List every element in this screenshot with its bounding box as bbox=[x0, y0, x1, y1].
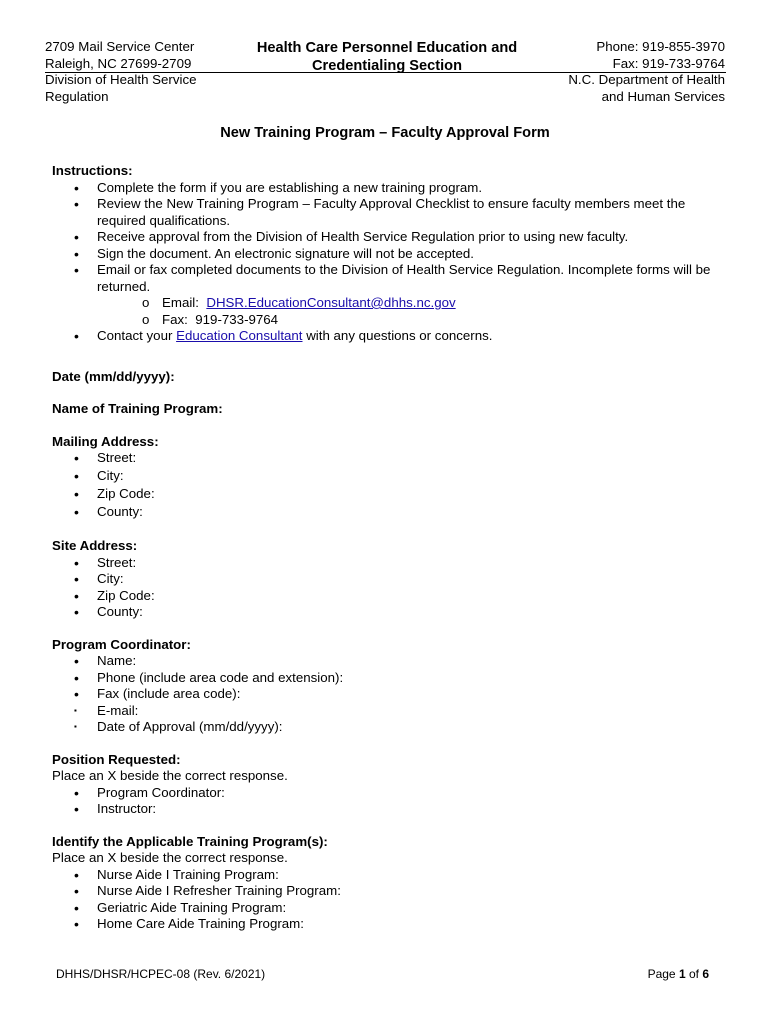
program-coordinator-list bbox=[52, 653, 732, 736]
contact-suffix: with any questions or concerns. bbox=[302, 328, 493, 343]
mailing-zip-field: • Zip Code: bbox=[52, 486, 732, 503]
coordinator-email-field: ▪ E-mail: bbox=[52, 703, 732, 720]
instruction-item bbox=[52, 328, 732, 345]
education-consultant-link[interactable]: Education Consultant bbox=[176, 328, 303, 343]
mailing-county-field: • County: bbox=[52, 504, 732, 521]
phone-line: Phone: 919-855-3970 bbox=[596, 39, 725, 54]
coordinator-approval-date-field: ▪ Date of Approval (mm/dd/yyyy): bbox=[52, 719, 732, 736]
coordinator-name-field: • Name: bbox=[52, 653, 732, 670]
address-line: Raleigh, NC 27699-2709 bbox=[45, 55, 192, 71]
program-option: • Home Care Aide Training Program: bbox=[52, 916, 732, 933]
email-method bbox=[142, 295, 732, 312]
site-address-heading: Site Address: bbox=[52, 538, 138, 553]
program-coordinator-heading: Program Coordinator: bbox=[52, 636, 191, 652]
section-name-line: Credentialing Section bbox=[311, 58, 462, 74]
instruction-text: Email or fax completed documents to the Division of Health Service Regulation. Incomplete forms will be returned. bbox=[97, 262, 711, 294]
training-program-options bbox=[52, 867, 732, 933]
site-city-field: • City: bbox=[52, 571, 732, 588]
position-option-instructor: • Instructor: bbox=[52, 801, 732, 818]
site-address-list bbox=[52, 555, 732, 621]
fax-number: 919-733-9764 bbox=[195, 311, 279, 327]
site-zip-field: • Zip Code: bbox=[52, 588, 732, 605]
section-name bbox=[238, 39, 536, 75]
instructions-heading: Instructions: bbox=[52, 163, 133, 178]
submission-methods bbox=[97, 295, 732, 328]
of-word: of bbox=[685, 967, 703, 981]
instructions-list bbox=[52, 180, 732, 345]
program-option: • Nurse Aide I Training Program: bbox=[52, 867, 732, 884]
mailing-address-heading: Mailing Address: bbox=[52, 433, 159, 449]
training-programs-heading: Identify the Applicable Training Program(s): bbox=[52, 833, 328, 849]
form-title: New Training Program – Faculty Approval Form bbox=[220, 125, 550, 141]
position-note: Place an X beside the correct response. bbox=[52, 768, 288, 783]
instruction-item: • Review the New Training Program – Faculty Approval Checklist to ensure faculty members meet the required qualifications. bbox=[52, 196, 732, 229]
address-line: 2709 Mail Service Center bbox=[45, 39, 195, 54]
mailing-city-field: • City: bbox=[52, 468, 732, 485]
email-label: Email: bbox=[162, 295, 199, 310]
contact-prefix: Contact your bbox=[97, 328, 177, 343]
position-requested-heading: Position Requested: bbox=[52, 751, 181, 767]
page-number bbox=[648, 966, 709, 983]
coordinator-phone-field: • Phone (include area code and extension): bbox=[52, 670, 732, 687]
header-divider bbox=[45, 72, 726, 73]
department-line: and Human Services bbox=[601, 88, 725, 104]
email-link[interactable]: DHSR.EducationConsultant@dhhs.nc.gov bbox=[206, 295, 456, 310]
section-name-line: Health Care Personnel Education and bbox=[256, 40, 518, 56]
department-line: N.C. Department of Health bbox=[568, 72, 725, 87]
form-id: DHHS/DHSR/HCPEC-08 (Rev. 6/2021) bbox=[56, 967, 266, 981]
current-page: 1 bbox=[678, 967, 686, 981]
instruction-item: • Complete the form if you are establishing a new training program. bbox=[52, 180, 732, 197]
training-programs-note: Place an X beside the correct response. bbox=[52, 850, 288, 865]
fax-method bbox=[142, 312, 732, 329]
fax-label: Fax: bbox=[162, 311, 188, 327]
instruction-item: • Sign the document. An electronic signature will not be accepted. bbox=[52, 246, 732, 263]
date-field-label: Date (mm/dd/yyyy): bbox=[52, 368, 175, 384]
fax-line: Fax: 919-733-9764 bbox=[612, 55, 725, 71]
coordinator-fax-field: • Fax (include area code): bbox=[52, 686, 732, 703]
instruction-item bbox=[52, 262, 732, 328]
address-line: Division of Health Service bbox=[45, 72, 197, 87]
site-county-field: • County: bbox=[52, 604, 732, 621]
total-pages: 6 bbox=[702, 967, 709, 981]
instruction-item: • Receive approval from the Division of Health Service Regulation prior to using new faculty. bbox=[52, 229, 732, 246]
address-line: Regulation bbox=[45, 88, 109, 104]
program-name-field-label: Name of Training Program: bbox=[52, 401, 223, 416]
position-option-coordinator: • Program Coordinator: bbox=[52, 785, 732, 802]
program-option: • Geriatric Aide Training Program: bbox=[52, 900, 732, 917]
mailing-address-list bbox=[52, 450, 732, 521]
mailing-street-field: • Street: bbox=[52, 450, 732, 467]
position-options bbox=[52, 785, 732, 818]
form-body bbox=[52, 163, 732, 933]
program-option: • Nurse Aide I Refresher Training Program: bbox=[52, 883, 732, 900]
page-word: Page bbox=[647, 967, 679, 981]
site-street-field: • Street: bbox=[52, 555, 732, 572]
